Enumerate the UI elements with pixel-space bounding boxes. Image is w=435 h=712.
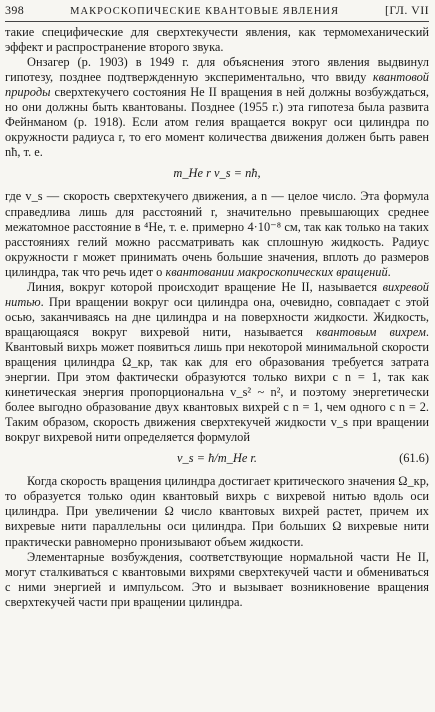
- chapter-label: [ГЛ. VII: [384, 3, 429, 17]
- formula-velocity-text: v_s = ħ/m_He r.: [177, 451, 257, 466]
- paragraph-3: [5, 189, 429, 279]
- page-body: [5, 25, 429, 610]
- emphasis-quantum-nature: квантовой природы: [5, 70, 429, 100]
- paragraph-3-text-b: .: [387, 264, 391, 279]
- paragraph-4-text-b: . При вращении вокруг оси цилиндра она, очевидно, совпадает с этой осью, заканчиваясь на дне цилиндра и на поверхности жидкости. Жидкость, вращающаяся вокруг вихревой нити, называется: [5, 294, 429, 339]
- paragraph-4: [5, 280, 429, 446]
- paragraph-3-text-a: где v_s — скорость сверхтекучего движения, а n — целое число. Эта формула справедлива лишь для расстояний r, значительно превышающих среднее межатомное расстояние в ⁴He, т. е. примерно 4·10⁻⁸ см, так как только на таких расстояниях гелий можно рассматривать как сплошную жидкость. Радиус окружности r может принимать очень большие значения, вплоть до размеров цилиндра, так что речь идет о: [5, 189, 429, 279]
- emphasis-macroscopic-rotation: квантовании макроскопических вращений: [165, 264, 388, 279]
- paragraph-2: [5, 55, 429, 160]
- paragraph-2-text-a: Онзагер (р. 1903) в 1949 г. для объяснения этого явления выдвинул гипотезу, позднее подтвержденную экспериментально, что ввиду: [5, 55, 429, 85]
- paragraph-6: Элементарные возбуждения, соответствующие нормальной части He II, могут сталкиваться с квантовыми вихрями сверхтекучей части и обмениваться с ними энергией и импульсом. Это и вызывает возникновение вращения сверхтекучей части при вращении цилиндра.: [5, 549, 429, 609]
- paragraph-5: Когда скорость вращения цилиндра достигает критического значения Ω_кр, то образуется только один квантовый вихрь с вихревой нитью вдоль оси цилиндра. При увеличении Ω число квантовых вихрей растет, причем их вихревые нити параллельны оси цилиндра. При больших Ω вихревые нити практически равномерно пронизывают объем жидкости.: [5, 474, 429, 549]
- paragraph-4-text-a: Линия, вокруг которой происходит вращение He II, называется: [27, 279, 383, 294]
- paragraph-4-text-c: . Квантовый вихрь может появиться лишь при некоторой минимальной скорости вращения цилиндра Ω_кр, так как для его образования требуется затрата энергии. При этом фактически образуются только вихри с n = 1, так как кинетическая энергия пропорциональна v_s² ~ n², и поэтому энергетически более выгодно образование двух квантовых вихрей с n = 1, чем одного с n = 2. Таким образом, скорость движения сверхтекучей жидкости v_s при вращении вокруг вихревой нити определяется формулой: [5, 324, 430, 445]
- equation-number: (61.6): [399, 451, 429, 466]
- paragraph-1: такие специфические для сверхтекучести явления, как термомеханический эффект и распространение второго звука.: [5, 25, 429, 55]
- paragraph-2-text-b: сверхтекучего состояния He II вращения в ней должны возбуждаться, но они должны быть квантованы. Позднее (1955 г.) эта гипотеза была развита Фейнманом (р. 1918). Если атом гелия вращается вокруг оси цилиндра по окружности радиуса r, то его момент количества движения должен быть равен nħ, т. е.: [5, 85, 429, 160]
- page-number: 398: [5, 3, 25, 17]
- running-header: [5, 3, 429, 22]
- emphasis-vortex-line: вихревой нитью: [5, 279, 429, 309]
- formula-momentum: m_He r v_s = nħ,: [173, 166, 261, 181]
- formula-velocity: [5, 451, 429, 466]
- running-title: МАКРОСКОПИЧЕСКИЕ КВАНТОВЫЕ ЯВЛЕНИЯ: [70, 6, 339, 17]
- emphasis-quantum-vortex: квантовым вихрем: [316, 324, 426, 339]
